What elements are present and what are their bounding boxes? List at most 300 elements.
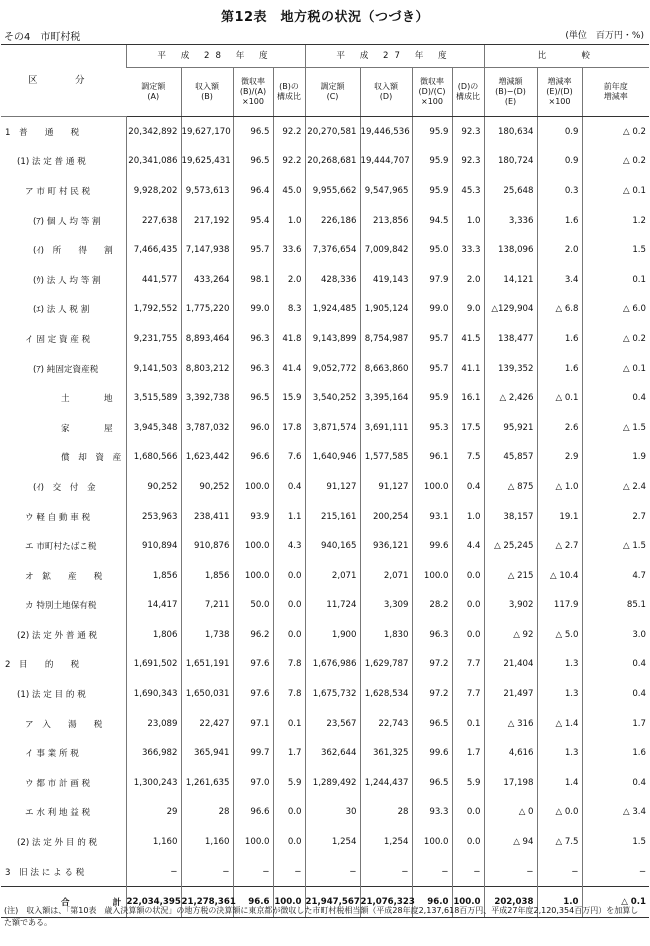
table-cell: 3,871,574 bbox=[305, 413, 360, 443]
table-cell: − bbox=[412, 857, 452, 887]
table-cell: 28 bbox=[181, 798, 233, 828]
table-cell: 33.6 bbox=[273, 235, 305, 265]
table-cell: △ 5.0 bbox=[537, 620, 582, 650]
table-cell: 3.4 bbox=[537, 265, 582, 295]
table-cell: 1,830 bbox=[360, 620, 412, 650]
table-cell: 95.9 bbox=[412, 176, 452, 206]
table-row bbox=[1, 650, 649, 680]
table-cell: 1.7 bbox=[582, 709, 649, 739]
table-cell: 1,738 bbox=[181, 620, 233, 650]
row-label: (ｴ) 法 人 税 割 bbox=[33, 305, 90, 316]
table-cell: 1,680,566 bbox=[126, 443, 181, 473]
table-cell: 1.1 bbox=[273, 502, 305, 532]
row-label: (ｲ) 交 付 金 bbox=[33, 482, 96, 493]
column-header-line: (D)の bbox=[457, 82, 479, 91]
table-cell: 0.0 bbox=[273, 591, 305, 621]
table-cell: 96.3 bbox=[233, 354, 273, 384]
table-cell: 100.0 bbox=[412, 472, 452, 502]
table-cell: 1,675,732 bbox=[305, 679, 360, 709]
table-cell: 29 bbox=[126, 798, 181, 828]
table-cell: △ 1.5 bbox=[582, 413, 649, 443]
column-header-line: 徴収率 bbox=[420, 77, 444, 86]
table-cell: 0.4 bbox=[582, 679, 649, 709]
table-cell: 97.6 bbox=[233, 650, 273, 680]
column-header bbox=[582, 68, 649, 117]
column-header bbox=[305, 68, 360, 117]
table-cell: 2.9 bbox=[537, 443, 582, 473]
table-row bbox=[1, 679, 649, 709]
table-row bbox=[1, 857, 649, 887]
table-cell: 3.0 bbox=[582, 620, 649, 650]
table-cell: 41.5 bbox=[452, 324, 484, 354]
table-cell: 7.7 bbox=[452, 650, 484, 680]
table-cell: 9,547,965 bbox=[360, 176, 412, 206]
table-cell: 5.9 bbox=[452, 768, 484, 798]
table-cell: 0.0 bbox=[452, 561, 484, 591]
table-cell: 92.3 bbox=[452, 117, 484, 147]
table-cell: 7.7 bbox=[452, 679, 484, 709]
table-cell: 2.0 bbox=[452, 265, 484, 295]
table-cell: 95.7 bbox=[412, 324, 452, 354]
table-cell: 1,261,635 bbox=[181, 768, 233, 798]
row-label: カ 特別土地保有税 bbox=[25, 601, 97, 612]
table-cell: 2,071 bbox=[305, 561, 360, 591]
table-cell: 428,336 bbox=[305, 265, 360, 295]
table-cell: 16.1 bbox=[452, 383, 484, 413]
column-header-line: ×100 bbox=[548, 97, 571, 106]
table-row bbox=[1, 176, 649, 206]
table-cell: 97.9 bbox=[412, 265, 452, 295]
table-cell: 0.1 bbox=[452, 709, 484, 739]
table-cell: 7.6 bbox=[273, 443, 305, 473]
table-cell: 217,192 bbox=[181, 206, 233, 236]
row-label: (ｳ) 法 人 均 等 割 bbox=[33, 275, 101, 286]
column-header-line: 前年度 bbox=[603, 82, 628, 91]
column-header-line: 増減額 bbox=[498, 77, 523, 86]
table-row bbox=[1, 383, 649, 413]
table-cell: 180,634 bbox=[484, 117, 537, 147]
table-cell: 94.5 bbox=[412, 206, 452, 236]
table-cell: 96.5 bbox=[233, 383, 273, 413]
table-cell: 3,336 bbox=[484, 206, 537, 236]
table-cell: 5.9 bbox=[273, 768, 305, 798]
table-cell: 97.2 bbox=[412, 679, 452, 709]
table-cell: △ 2.4 bbox=[582, 472, 649, 502]
table-cell: 1,690,343 bbox=[126, 679, 181, 709]
table-cell: △ 0.2 bbox=[582, 117, 649, 147]
table-cell: 8,893,464 bbox=[181, 324, 233, 354]
table-cell: 100.0 bbox=[412, 561, 452, 591]
table-cell: 0.4 bbox=[582, 650, 649, 680]
table-cell: △ 0.1 bbox=[537, 383, 582, 413]
table-cell: 99.7 bbox=[233, 738, 273, 768]
table-cell: 8,663,860 bbox=[360, 354, 412, 384]
table-cell: △ 1.5 bbox=[582, 531, 649, 561]
table-cell: 21,278,361 bbox=[181, 887, 233, 918]
table-cell: 41.8 bbox=[273, 324, 305, 354]
table-cell: 1,160 bbox=[126, 827, 181, 857]
table-cell: 4,616 bbox=[484, 738, 537, 768]
table-cell: 0.0 bbox=[273, 827, 305, 857]
row-label: 合 計 bbox=[1, 887, 126, 918]
column-header-line: (C) bbox=[326, 92, 339, 101]
table-cell: − bbox=[305, 857, 360, 887]
table-cell: 33.3 bbox=[452, 235, 484, 265]
table-cell: 3,515,589 bbox=[126, 383, 181, 413]
table-cell: 97.6 bbox=[233, 679, 273, 709]
table-cell: △ 0.1 bbox=[582, 887, 649, 918]
table-cell: 2.0 bbox=[273, 265, 305, 295]
table-cell: 7,147,938 bbox=[181, 235, 233, 265]
table-cell: 90,252 bbox=[126, 472, 181, 502]
table-cell: 2.6 bbox=[537, 413, 582, 443]
table-cell: − bbox=[181, 857, 233, 887]
table-cell: 1,924,485 bbox=[305, 295, 360, 325]
table-cell: 96.6 bbox=[233, 798, 273, 828]
table-cell: 99.0 bbox=[412, 295, 452, 325]
table-cell: 8.3 bbox=[273, 295, 305, 325]
table-cell: 1.3 bbox=[537, 650, 582, 680]
table-cell: 0.4 bbox=[582, 383, 649, 413]
table-cell: 96.0 bbox=[233, 413, 273, 443]
table-cell: 9.0 bbox=[452, 295, 484, 325]
table-cell: 9,231,755 bbox=[126, 324, 181, 354]
table-cell: 19.1 bbox=[537, 502, 582, 532]
table-cell: 441,577 bbox=[126, 265, 181, 295]
table-cell: △ 3.4 bbox=[582, 798, 649, 828]
table-cell: 7,376,654 bbox=[305, 235, 360, 265]
table-cell: △ 2,426 bbox=[484, 383, 537, 413]
table-cell: 3,787,032 bbox=[181, 413, 233, 443]
table-cell: 95.3 bbox=[412, 413, 452, 443]
row-label: 3 旧 法 に よ る 税 bbox=[5, 867, 85, 878]
table-cell: 117.9 bbox=[537, 591, 582, 621]
table-cell: 99.6 bbox=[412, 531, 452, 561]
table-cell: 92.2 bbox=[273, 147, 305, 177]
table-cell: 3,902 bbox=[484, 591, 537, 621]
table-row bbox=[1, 709, 649, 739]
table-row bbox=[1, 531, 649, 561]
table-cell: 253,963 bbox=[126, 502, 181, 532]
table-cell: 96.1 bbox=[412, 443, 452, 473]
column-header-line: (B)−(D) bbox=[495, 87, 526, 96]
column-header-line: 調定額 bbox=[141, 82, 166, 91]
table-cell: △ 92 bbox=[484, 620, 537, 650]
table-cell: 25,648 bbox=[484, 176, 537, 206]
table-cell: 226,186 bbox=[305, 206, 360, 236]
table-cell: 1,289,492 bbox=[305, 768, 360, 798]
table-cell: 8,803,212 bbox=[181, 354, 233, 384]
table-cell: 14,121 bbox=[484, 265, 537, 295]
table-cell: 365,941 bbox=[181, 738, 233, 768]
row-label: ウ 軽 自 動 車 税 bbox=[25, 512, 91, 523]
table-cell: 213,856 bbox=[360, 206, 412, 236]
row-label: オ 鉱 産 税 bbox=[25, 571, 103, 582]
table-cell: 28 bbox=[360, 798, 412, 828]
table-cell: 1.6 bbox=[537, 206, 582, 236]
table-cell: △129,904 bbox=[484, 295, 537, 325]
table-cell: − bbox=[452, 857, 484, 887]
table-cell: 95.9 bbox=[412, 117, 452, 147]
column-header-line: (D) bbox=[379, 92, 393, 101]
table-cell: 0.0 bbox=[452, 798, 484, 828]
table-row bbox=[1, 502, 649, 532]
table-cell: 940,165 bbox=[305, 531, 360, 561]
table-cell: 0.4 bbox=[452, 472, 484, 502]
table-cell: 85.1 bbox=[582, 591, 649, 621]
table-cell: 20,270,581 bbox=[305, 117, 360, 147]
column-header-line: 増減率 bbox=[547, 77, 572, 86]
column-header bbox=[537, 68, 582, 117]
table-cell: − bbox=[360, 857, 412, 887]
table-cell: 936,121 bbox=[360, 531, 412, 561]
table-row bbox=[1, 738, 649, 768]
table-cell: 1,856 bbox=[181, 561, 233, 591]
table-cell: 1.3 bbox=[537, 679, 582, 709]
table-cell: 20,342,892 bbox=[126, 117, 181, 147]
table-cell: − bbox=[484, 857, 537, 887]
row-label: (2) 法 定 外 目 的 税 bbox=[17, 838, 98, 849]
column-header bbox=[181, 68, 233, 117]
table-cell: 23,567 bbox=[305, 709, 360, 739]
table-cell: 98.1 bbox=[233, 265, 273, 295]
table-cell: 19,625,431 bbox=[181, 147, 233, 177]
table-cell: 1.6 bbox=[537, 354, 582, 384]
unit-label: (単位 百万円・%) bbox=[565, 31, 644, 41]
table-cell: 91,127 bbox=[305, 472, 360, 502]
table-cell: 3,392,738 bbox=[181, 383, 233, 413]
table-cell: 8,754,987 bbox=[360, 324, 412, 354]
table-cell: 1,640,946 bbox=[305, 443, 360, 473]
table-cell: 17.8 bbox=[273, 413, 305, 443]
table-cell: 3,691,111 bbox=[360, 413, 412, 443]
table-cell: 0.3 bbox=[537, 176, 582, 206]
table-cell: 93.9 bbox=[233, 502, 273, 532]
table-cell: 45.0 bbox=[273, 176, 305, 206]
table-cell: 138,096 bbox=[484, 235, 537, 265]
table-cell: 95.7 bbox=[412, 354, 452, 384]
table-row bbox=[1, 561, 649, 591]
table-cell: 139,352 bbox=[484, 354, 537, 384]
table-cell: 96.6 bbox=[233, 443, 273, 473]
table-row bbox=[1, 620, 649, 650]
table-row bbox=[1, 295, 649, 325]
table-cell: 96.4 bbox=[233, 176, 273, 206]
column-header-line: ×100 bbox=[421, 97, 443, 106]
table-cell: 1,160 bbox=[181, 827, 233, 857]
table-row bbox=[1, 827, 649, 857]
table-cell: 4.7 bbox=[582, 561, 649, 591]
table-cell: 100.0 bbox=[233, 827, 273, 857]
row-label: ウ 都 市 計 画 税 bbox=[25, 778, 91, 789]
table-cell: △ 0.2 bbox=[582, 147, 649, 177]
table-row bbox=[1, 235, 649, 265]
table-cell: △ 1.4 bbox=[537, 709, 582, 739]
table-cell: 99.0 bbox=[233, 295, 273, 325]
table-cell: 1.6 bbox=[537, 324, 582, 354]
row-label: (1) 法 定 普 通 税 bbox=[17, 157, 86, 168]
table-cell: 97.0 bbox=[233, 768, 273, 798]
column-header-line: 収入額 bbox=[374, 82, 398, 91]
table-row bbox=[1, 413, 649, 443]
table-cell: 0.4 bbox=[582, 768, 649, 798]
table-cell: 1,577,585 bbox=[360, 443, 412, 473]
table-cell: 38,157 bbox=[484, 502, 537, 532]
table-cell: 910,894 bbox=[126, 531, 181, 561]
table-cell: △ 25,245 bbox=[484, 531, 537, 561]
column-header-line: (E)/(D) bbox=[546, 87, 573, 96]
table-cell: − bbox=[273, 857, 305, 887]
table-row bbox=[1, 265, 649, 295]
table-cell: 21,404 bbox=[484, 650, 537, 680]
column-header-line: (B)の bbox=[279, 82, 299, 91]
table-cell: 20,341,086 bbox=[126, 147, 181, 177]
page-title: 第12表 地方税の状況（つづき） bbox=[220, 10, 430, 25]
table-cell: 22,427 bbox=[181, 709, 233, 739]
table-cell: 0.0 bbox=[273, 798, 305, 828]
table-cell: 0.0 bbox=[273, 561, 305, 591]
table-cell: 362,644 bbox=[305, 738, 360, 768]
row-label: (ｱ) 純固定資産税 bbox=[33, 364, 99, 375]
table-cell: 100.0 bbox=[233, 531, 273, 561]
group-header-compare: 比 較 bbox=[484, 45, 649, 68]
table-cell: 1,629,787 bbox=[360, 650, 412, 680]
column-header-line: 増減率 bbox=[603, 92, 628, 101]
table-cell: 1,651,191 bbox=[181, 650, 233, 680]
row-label: (2) 法 定 外 普 通 税 bbox=[17, 630, 98, 641]
table-cell: 92.3 bbox=[452, 147, 484, 177]
table-cell: 366,982 bbox=[126, 738, 181, 768]
table-cell: △ 0.2 bbox=[582, 324, 649, 354]
table-cell: 1,856 bbox=[126, 561, 181, 591]
table-cell: △ 7.5 bbox=[537, 827, 582, 857]
table-cell: 7,466,435 bbox=[126, 235, 181, 265]
table-cell: 1,775,220 bbox=[181, 295, 233, 325]
table-cell: − bbox=[582, 857, 649, 887]
table-cell: 41.1 bbox=[452, 354, 484, 384]
table-cell: △ 0.1 bbox=[582, 354, 649, 384]
table-cell: 100.0 bbox=[452, 887, 484, 918]
table-row bbox=[1, 324, 649, 354]
table-cell: 22,743 bbox=[360, 709, 412, 739]
table-cell: △ 6.8 bbox=[537, 295, 582, 325]
table-cell: 9,143,899 bbox=[305, 324, 360, 354]
table-cell: 180,724 bbox=[484, 147, 537, 177]
table-cell: 2.0 bbox=[537, 235, 582, 265]
column-header-line: 収入額 bbox=[195, 82, 219, 91]
table-cell: 20,268,681 bbox=[305, 147, 360, 177]
column-header bbox=[126, 68, 181, 117]
table-cell: 138,477 bbox=[484, 324, 537, 354]
table-row bbox=[1, 443, 649, 473]
column-header-line: 構成比 bbox=[277, 92, 301, 101]
table-cell: 1.2 bbox=[582, 206, 649, 236]
table-cell: 3,540,252 bbox=[305, 383, 360, 413]
table-cell: 100.0 bbox=[412, 827, 452, 857]
column-header-line: (A) bbox=[147, 92, 160, 101]
column-header-line: 構成比 bbox=[456, 92, 480, 101]
table-cell: 99.6 bbox=[412, 738, 452, 768]
table-cell: 0.0 bbox=[273, 620, 305, 650]
table-cell: 17,198 bbox=[484, 768, 537, 798]
table-cell: 202,038 bbox=[484, 887, 537, 918]
table-cell: 93.3 bbox=[412, 798, 452, 828]
column-header-line: (B) bbox=[201, 92, 213, 101]
table-cell: 95.9 bbox=[412, 383, 452, 413]
table-cell: 96.5 bbox=[412, 709, 452, 739]
table-cell: △ 10.4 bbox=[537, 561, 582, 591]
table-cell: 95,921 bbox=[484, 413, 537, 443]
table-cell: − bbox=[537, 857, 582, 887]
table-cell: 9,052,772 bbox=[305, 354, 360, 384]
table-cell: 1,650,031 bbox=[181, 679, 233, 709]
table-cell: 0.4 bbox=[273, 472, 305, 502]
table-cell: 0.0 bbox=[452, 591, 484, 621]
table-cell: 11,724 bbox=[305, 591, 360, 621]
table-cell: △ 6.0 bbox=[582, 295, 649, 325]
table-cell: 0.1 bbox=[582, 265, 649, 295]
table-cell: 1,676,986 bbox=[305, 650, 360, 680]
table-cell: 96.0 bbox=[412, 887, 452, 918]
table-cell: 4.3 bbox=[273, 531, 305, 561]
table-cell: 7.5 bbox=[452, 443, 484, 473]
table-cell: 19,444,707 bbox=[360, 147, 412, 177]
table-cell: 100.0 bbox=[273, 887, 305, 918]
table-cell: 14,417 bbox=[126, 591, 181, 621]
table-cell: 1,691,502 bbox=[126, 650, 181, 680]
row-label: ア 入 湯 税 bbox=[25, 719, 103, 730]
table-row bbox=[1, 472, 649, 502]
column-header bbox=[273, 68, 305, 117]
table-cell: 21,076,323 bbox=[360, 887, 412, 918]
table-cell: 1,254 bbox=[305, 827, 360, 857]
table-cell: 1,300,243 bbox=[126, 768, 181, 798]
table-cell: 1,628,534 bbox=[360, 679, 412, 709]
table-cell: 7.8 bbox=[273, 679, 305, 709]
table-cell: 2.7 bbox=[582, 502, 649, 532]
category-header: 区 分 bbox=[1, 45, 126, 117]
table-cell: 1.3 bbox=[537, 738, 582, 768]
column-header-line: 調定額 bbox=[320, 82, 345, 91]
table-cell: 7.8 bbox=[273, 650, 305, 680]
table-cell: 419,143 bbox=[360, 265, 412, 295]
table-cell: 45.3 bbox=[452, 176, 484, 206]
table-cell: 93.1 bbox=[412, 502, 452, 532]
table-cell: 1.7 bbox=[452, 738, 484, 768]
table-row bbox=[1, 591, 649, 621]
table-cell: 433,264 bbox=[181, 265, 233, 295]
table-cell: 96.5 bbox=[412, 768, 452, 798]
table-cell: 41.4 bbox=[273, 354, 305, 384]
row-label: イ 事 業 所 税 bbox=[25, 749, 79, 760]
table-cell: 95.0 bbox=[412, 235, 452, 265]
row-label: 2 目 的 税 bbox=[5, 660, 80, 671]
table-cell: 227,638 bbox=[126, 206, 181, 236]
column-header bbox=[360, 68, 412, 117]
table-cell: 97.1 bbox=[233, 709, 273, 739]
table-cell: 95.7 bbox=[233, 235, 273, 265]
table-cell: 91,127 bbox=[360, 472, 412, 502]
table-cell: 1.6 bbox=[582, 738, 649, 768]
table-cell: 9,928,202 bbox=[126, 176, 181, 206]
table-cell: 1.0 bbox=[273, 206, 305, 236]
table-cell: 19,446,536 bbox=[360, 117, 412, 147]
row-label: 土 地 bbox=[61, 394, 113, 405]
table-cell: 238,411 bbox=[181, 502, 233, 532]
table-cell: 90,252 bbox=[181, 472, 233, 502]
column-header-line: (E) bbox=[504, 97, 517, 106]
table-cell: 3,945,348 bbox=[126, 413, 181, 443]
